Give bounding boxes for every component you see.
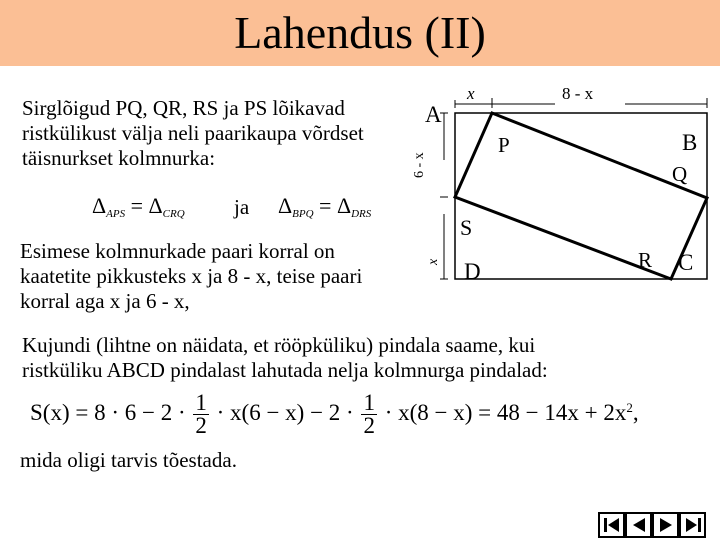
dim-label-left-6-minus-x: 6 - x xyxy=(412,152,427,178)
first-slide-icon xyxy=(602,516,622,534)
formula-lhs: S(x) = 8 · 6 − 2 · xyxy=(30,399,186,425)
next-slide-icon xyxy=(656,516,676,534)
next-slide-button[interactable] xyxy=(652,512,679,538)
point-label-s: S xyxy=(460,215,473,240)
page-title: Lahendus (II) xyxy=(234,7,486,58)
legs-line-3: korral aga x ja 6 - x, xyxy=(20,289,190,313)
formula-fraction-1 xyxy=(193,392,209,437)
last-slide-icon xyxy=(683,516,703,534)
formula-tail: , xyxy=(632,399,639,425)
intro-line-1: Sirglõigud PQ, QR, RS ja PS lõikavad xyxy=(22,96,345,120)
formula-rhs-exponent: 2 xyxy=(626,399,633,415)
equality-aps-crq: $\Delta_{APS} = \Delta_{CRQ}$ xyxy=(92,193,185,220)
conclusion-line-2: ristküliku ABCD pindalast lahutada nelja kolmnurga pindalad: xyxy=(22,358,548,382)
first-slide-button[interactable] xyxy=(598,512,625,538)
dim-label-left-x: x xyxy=(426,258,441,265)
equality-bpq-drs: $\Delta_{BPQ} = \Delta_{DRS}$ xyxy=(278,193,372,220)
point-label-p: P xyxy=(498,133,510,157)
equality-2-left-sub: BPQ xyxy=(292,208,314,220)
rectangle-abcd xyxy=(455,113,707,279)
formula-middle: · x(6 − x) − 2 · xyxy=(216,399,354,425)
point-label-r: R xyxy=(638,248,653,272)
area-formula xyxy=(30,392,639,437)
fraction-1-numerator: 1 xyxy=(195,390,207,415)
point-label-q: Q xyxy=(672,162,688,186)
equality-1-right-sub: CRQ xyxy=(162,208,185,220)
intro-line-3: täisnurkset kolmnurka: xyxy=(22,146,216,170)
formula-rhs: · x(8 − x) = 48 − 14x + 2x xyxy=(384,399,627,425)
equality-1-left-sub: APS xyxy=(106,208,126,220)
legs-line-1: Esimese kolmnurkade paari korral on xyxy=(20,239,335,263)
slide-navigation xyxy=(598,512,706,538)
previous-slide-button[interactable] xyxy=(625,512,652,538)
previous-slide-icon xyxy=(629,516,649,534)
fraction-2-denominator: 2 xyxy=(363,413,375,438)
conclusion-line-1: Kujundi (lihtne on näidata, et rööpküliku) pindala saame, kui xyxy=(22,333,536,357)
formula-fraction-2 xyxy=(361,392,377,437)
rectangle-diagram xyxy=(400,80,720,295)
last-slide-button[interactable] xyxy=(679,512,706,538)
intro-line-2: ristkülikust välja neli paarikaupa võrdset xyxy=(22,121,364,145)
fraction-1-denominator: 2 xyxy=(195,413,207,438)
dim-label-top-8-minus-x: 8 - x xyxy=(562,84,594,103)
vertex-label-d: D xyxy=(464,259,481,284)
vertex-label-b: B xyxy=(682,130,698,155)
equality-connector: ja xyxy=(234,195,250,219)
dim-label-top-x: x xyxy=(467,84,475,103)
vertex-label-a: A xyxy=(425,102,442,127)
equality-2-right-sub: DRS xyxy=(351,208,372,220)
parallelogram-pqrs xyxy=(455,113,707,279)
vertex-label-c: C xyxy=(678,250,694,275)
closing-text: mida oligi tarvis tõestada. xyxy=(20,448,237,472)
legs-line-2: kaatetite pikkusteks x ja 8 - x, teise paari xyxy=(20,264,363,288)
fraction-2-numerator: 1 xyxy=(363,390,375,415)
title-banner xyxy=(0,0,720,66)
